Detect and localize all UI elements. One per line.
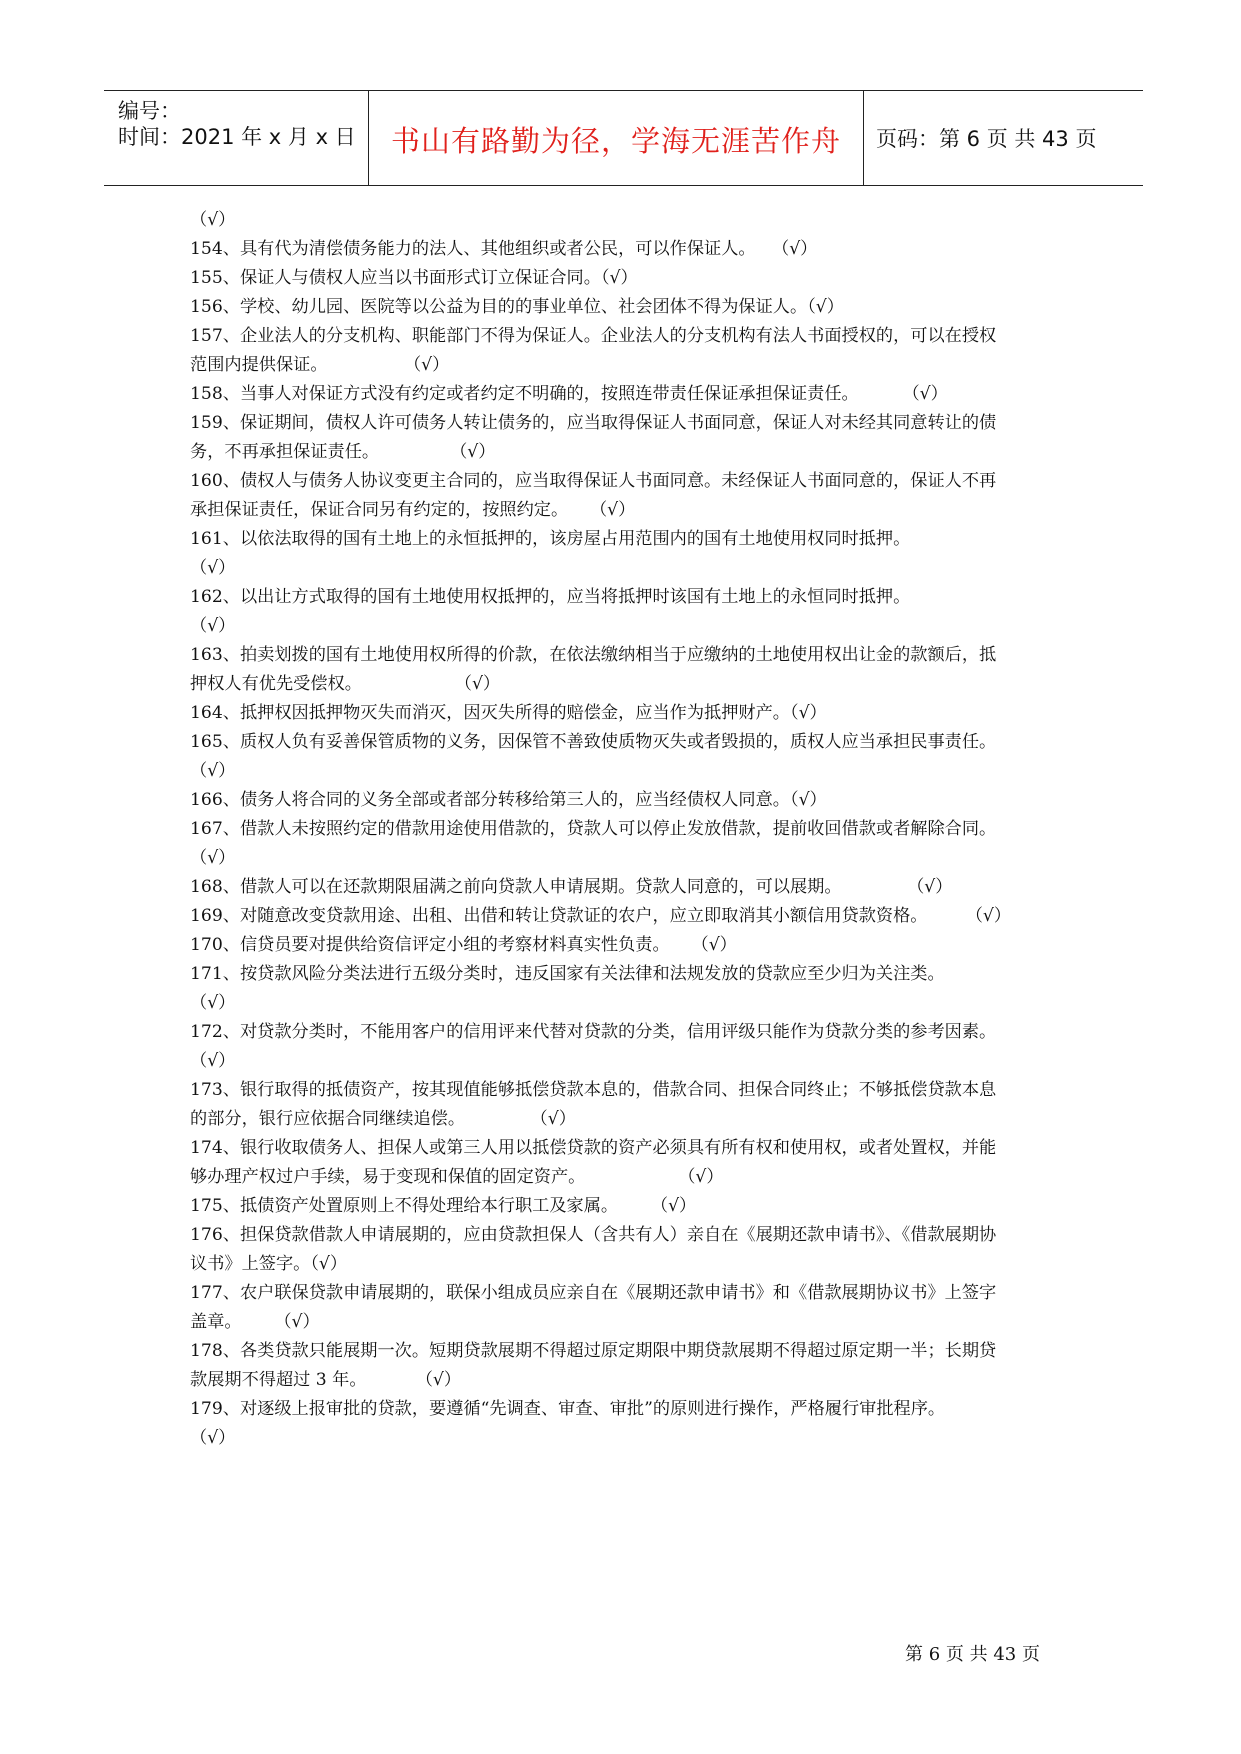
text-line: 168、借款人可以在还款期限届满之前向贷款人申请展期。贷款人同意的，可以展期。 （√） xyxy=(190,877,953,897)
text-line: 154、具有代为清偿债务能力的法人、其他组织或者公民，可以作保证人。 （√） xyxy=(190,239,818,259)
text-line: 164、抵押权因抵押物灭失而消灭，因灭失所得的赔偿金，应当作为抵押财产。（√） xyxy=(190,703,827,723)
text-line: 166、债务人将合同的义务全部或者部分转移给第三人的，应当经债权人同意。（√） xyxy=(190,790,827,810)
text-line: 161、以依法取得的国有土地上的永恒抵押的，该房屋占用范围内的国有土地使用权同时抵押。 xyxy=(190,529,911,549)
text-line: （√） xyxy=(190,848,236,868)
text-line: 163、拍卖划拨的国有土地使用权所得的价款，在依法缴纳相当于应缴纳的土地使用权出让金的款额后，抵 xyxy=(190,645,997,665)
text-line: 159、保证期间，债权人许可债务人转让债务的，应当取得保证人书面同意，保证人对未经其同意转让的债 xyxy=(190,413,997,433)
page-header xyxy=(104,90,1143,186)
text-line: 157、企业法人的分支机构、职能部门不得为保证人。企业法人的分支机构有法人书面授权的，可以在授权 xyxy=(190,326,997,346)
text-line: 172、对贷款分类时，不能用客户的信用评来代替对贷款的分类，信用评级只能作为贷款分类的参考因素。 xyxy=(190,1022,997,1042)
page-number-label: 页码：第 6 页 共 43 页 xyxy=(876,127,1097,151)
text-line: 盖章。 （√） xyxy=(190,1312,320,1332)
text-line: 165、质权人负有妥善保管质物的义务，因保管不善致使质物灭失或者毁损的，质权人应当承担民事责任。 xyxy=(190,732,997,752)
text-line: （√） xyxy=(190,558,236,578)
text-line: 160、债权人与债务人协议变更主合同的，应当取得保证人书面同意。未经保证人书面同意的，保证人不再 xyxy=(190,471,997,491)
text-line: 167、借款人未按照约定的借款用途使用借款的，贷款人可以停止发放借款，提前收回借款或者解除合同。 xyxy=(190,819,997,839)
text-line: 的部分，银行应依据合同继续追偿。 （√） xyxy=(190,1109,576,1129)
text-line: 承担保证责任，保证合同另有约定的，按照约定。 （√） xyxy=(190,500,636,520)
text-line: 174、银行收取债务人、担保人或第三人用以抵偿贷款的资产必须具有所有权和使用权，或者处置权，并能 xyxy=(190,1138,997,1158)
text-line: 171、按贷款风险分类法进行五级分类时，违反国家有关法律和法规发放的贷款应至少归为关注类。 xyxy=(190,964,945,984)
text-line: 179、对逐级上报审批的贷款，要遵循“先调查、审查、审批”的原则进行操作，严格履行审批程序。 xyxy=(190,1399,946,1419)
page-footer: 第 6 页 共 43 页 xyxy=(905,1644,1040,1665)
text-line: 176、担保贷款借款人申请展期的，应由贷款担保人（含共有人）亲自在《展期还款申请书》、《借款展期协 xyxy=(190,1225,997,1245)
text-line: 177、农户联保贷款申请展期的，联保小组成员应亲自在《展期还款申请书》和《借款展期协议书》上签字 xyxy=(190,1283,997,1303)
header-middle-cell xyxy=(369,91,864,185)
text-line: 议书》上签字。（√） xyxy=(190,1254,348,1274)
text-line: （√） xyxy=(190,1051,236,1071)
text-line: 范围内提供保证。 （√） xyxy=(190,355,450,375)
text-line: （√） xyxy=(190,761,236,781)
text-line: 175、抵债资产处置原则上不得处理给本行职工及家属。 （√） xyxy=(190,1196,697,1216)
text-line: （√） xyxy=(190,993,236,1013)
header-right-cell xyxy=(864,91,1143,185)
text-line: 162、以出让方式取得的国有土地使用权抵押的，应当将抵押时该国有土地上的永恒同时抵押。 xyxy=(190,587,911,607)
motto-text: 书山有路勤为径，学海无涯苦作舟 xyxy=(390,124,841,158)
text-line: 178、各类贷款只能展期一次。短期贷款展期不得超过原定期限中期贷款展期不得超过原定期一半；长期贷 xyxy=(190,1341,997,1361)
text-line: 156、学校、幼儿园、医院等以公益为目的的事业单位、社会团体不得为保证人。（√） xyxy=(190,297,844,317)
text-line: 169、对随意改变贷款用途、出租、出借和转让贷款证的农户，应立即取消其小额信用贷款资格。 （√） xyxy=(190,906,1012,926)
text-line: 务，不再承担保证责任。 （√） xyxy=(190,442,496,462)
text-line: （√） xyxy=(190,1428,236,1448)
text-line: 155、保证人与债权人应当以书面形式订立保证合同。（√） xyxy=(190,268,638,288)
text-line: 173、银行取得的抵债资产，按其现值能够抵偿贷款本息的，借款合同、担保合同终止；不够抵偿贷款本息 xyxy=(190,1080,997,1100)
text-line: 押权人有优先受偿权。 （√） xyxy=(190,674,501,694)
header-left-cell xyxy=(104,91,369,185)
text-line: 款展期不得超过 3 年。 （√） xyxy=(190,1370,462,1390)
text-line: （√） xyxy=(190,616,236,636)
text-line: （√） xyxy=(190,210,236,230)
text-line: 够办理产权过户手续，易于变现和保值的固定资产。 （√） xyxy=(190,1167,724,1187)
number-label: 编号： xyxy=(118,99,181,123)
text-line: 170、信贷员要对提供给资信评定小组的考察材料真实性负责。 （√） xyxy=(190,935,737,955)
time-label: 时间：2021 年 x 月 x 日 xyxy=(118,125,356,149)
text-line: 158、当事人对保证方式没有约定或者约定不明确的，按照连带责任保证承担保证责任。 （√） xyxy=(190,384,948,404)
